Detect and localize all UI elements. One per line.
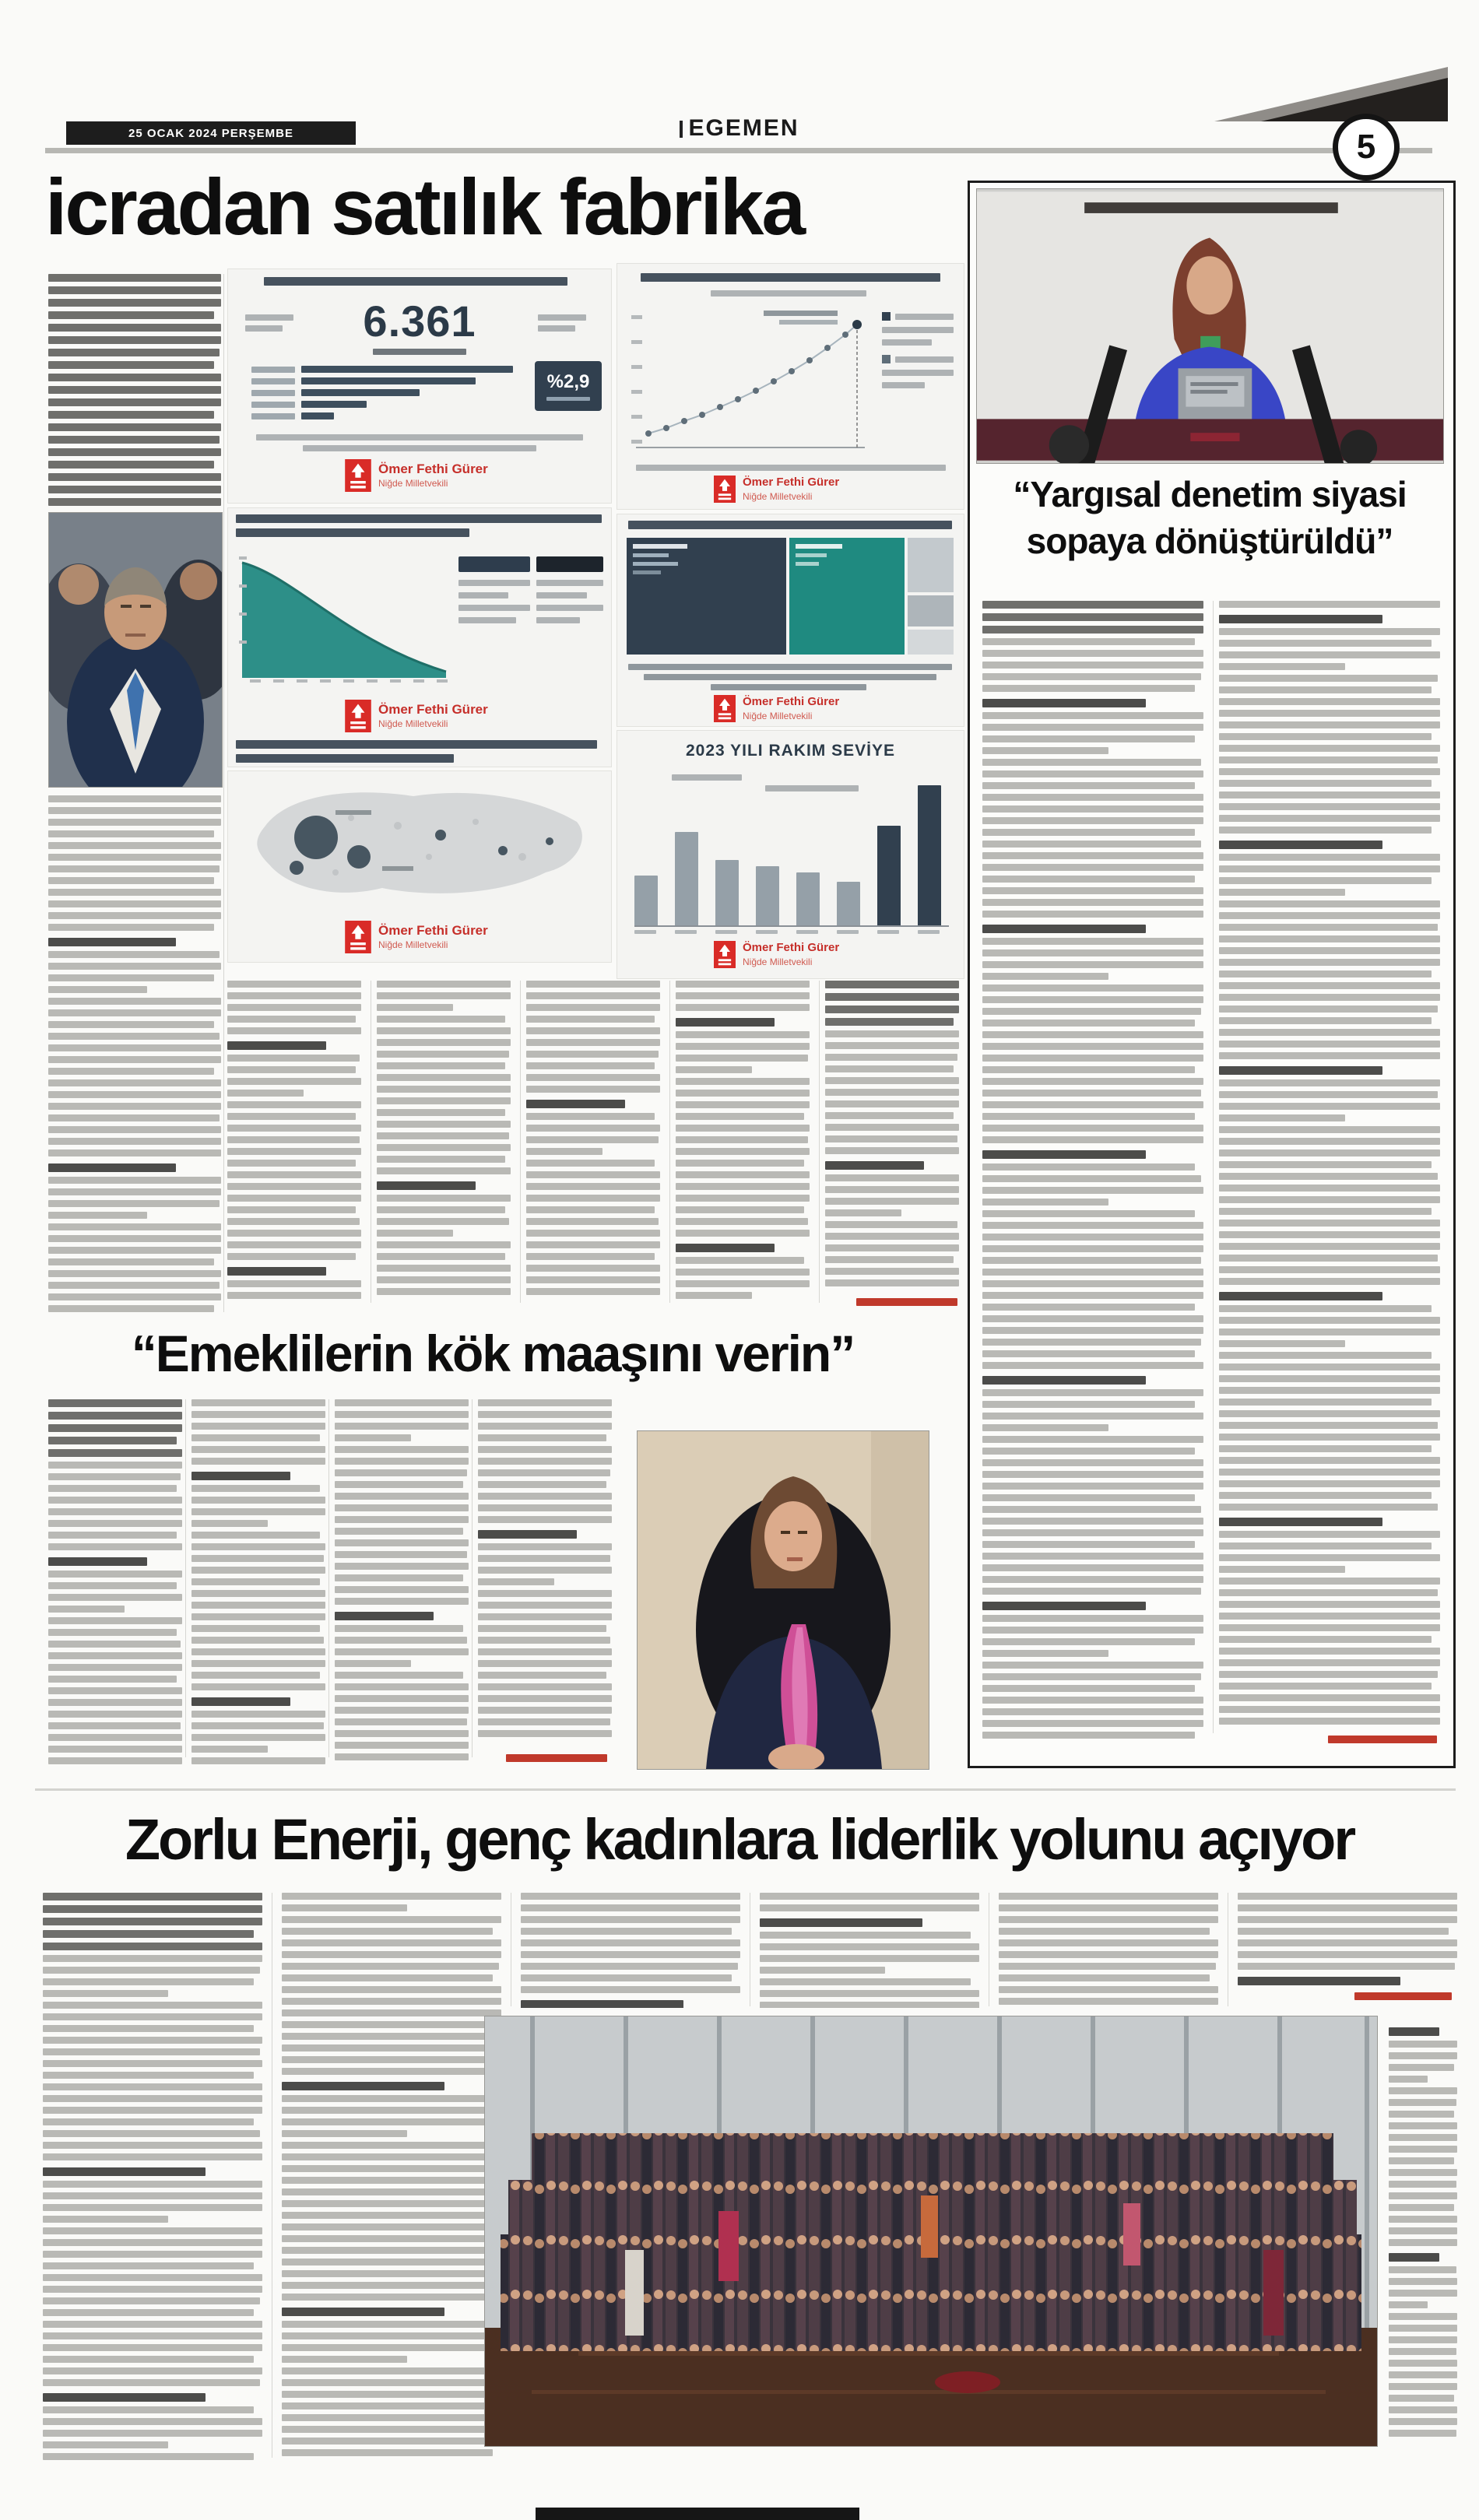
corner-wedge [1214, 67, 1448, 121]
masthead-title: EGEMEN [688, 115, 799, 141]
caption-bar [628, 664, 952, 670]
stat-sublabel [373, 349, 466, 355]
caption-bar [636, 465, 946, 471]
column-rule [819, 981, 820, 1303]
treemap [627, 538, 954, 655]
column-rule [1213, 601, 1214, 1733]
author-signature [1354, 1992, 1452, 2000]
date-text: 25 OCAK 2024 PERŞEMBE [128, 126, 293, 140]
headline-zorlu: Zorlu Enerji, genç kadınlara liderlik yolunu açıyor [125, 1807, 1354, 1872]
body-text-column [1389, 2020, 1457, 2441]
credit-title: Niğde Milletvekili [378, 939, 448, 951]
caption-bar [256, 434, 583, 440]
body-text-column [760, 1893, 979, 2008]
body-text-column [227, 981, 361, 1307]
body-text-column [191, 1399, 325, 1765]
body-text-column [48, 1399, 182, 1765]
body-text-column [825, 981, 959, 1292]
body-text-column [48, 274, 221, 506]
stat-label [538, 325, 575, 332]
bar-chart [634, 777, 949, 927]
body-text-column [43, 1893, 262, 2461]
chart-credit [345, 921, 488, 953]
body-text-column [1219, 601, 1440, 1728]
credit-title: Niğde Milletvekili [743, 956, 813, 967]
section-divider [35, 1788, 1456, 1791]
body-text-column [982, 601, 1203, 1739]
photo-woman-desk [637, 1430, 929, 1770]
chp-logo [345, 921, 371, 953]
hbar-chart [251, 366, 524, 424]
masthead [623, 115, 856, 142]
photo-speaker-podium [976, 188, 1444, 464]
column-rule [472, 1399, 473, 1757]
panel-title-bar [264, 277, 567, 286]
author-signature [506, 1754, 607, 1762]
stat-label [245, 314, 293, 321]
body-text-column [999, 1893, 1218, 2008]
body-text-column [526, 981, 660, 1307]
infographic-panel-area [227, 507, 612, 767]
chart-credit [345, 700, 488, 732]
infographic-panel-scatter [617, 263, 964, 510]
percent-value: %2,9 [546, 371, 590, 392]
headline-yargisal [979, 472, 1440, 565]
percent-badge [535, 361, 602, 411]
credit-name: Ömer Fethi Gürer [743, 476, 840, 490]
caption-title-bar [236, 754, 454, 763]
panel-title-bar [641, 273, 940, 282]
headline-emekli: “Emeklilerin kök maaşını verin” [131, 1325, 855, 1382]
chart-credit [345, 459, 488, 492]
mini-table [536, 556, 603, 623]
panel-bars-title: 2023 YILI RAKIM SEVİYE [685, 742, 896, 760]
credit-name: Ömer Fethi Gürer [743, 941, 840, 955]
caption-bar [303, 445, 536, 451]
chp-logo [345, 700, 371, 732]
headline-yargisal-line2: sopaya dönüştürüldü” [1026, 520, 1393, 561]
caption-bar [711, 684, 866, 690]
column-rule [328, 1399, 329, 1757]
headline-fabrika: icradan satılık fabrika [45, 163, 804, 251]
masthead-tick [680, 121, 683, 138]
scatter-chart [631, 301, 873, 457]
panel-title-bar [236, 528, 469, 537]
body-text-column [1238, 1893, 1457, 1992]
credit-title: Niğde Milletvekili [378, 478, 448, 490]
stat-label [538, 314, 586, 321]
body-text-column [377, 981, 511, 1307]
big-number: 6.361 [363, 297, 476, 346]
column-rule [520, 981, 521, 1303]
body-text-column [478, 1399, 612, 1750]
column-rule [669, 981, 670, 1303]
photo-group-event [484, 2016, 1378, 2447]
body-text-column [282, 1893, 501, 2461]
legend-bar [711, 290, 866, 297]
body-text-column [335, 1399, 469, 1765]
credit-name: Ömer Fethi Gürer [378, 922, 488, 938]
photo-mp-parliament [48, 512, 223, 788]
infographic-panel-total [227, 268, 612, 504]
bar-tick-labels [634, 930, 949, 934]
infographic-panel-map [227, 770, 612, 963]
chp-logo [714, 941, 736, 968]
author-signature [1328, 1736, 1437, 1743]
bottom-crop-bar [536, 2508, 859, 2520]
body-text-column [48, 795, 221, 1312]
date-bar [66, 121, 356, 145]
column-rule [223, 274, 224, 1312]
credit-title: Niğde Milletvekili [378, 718, 448, 730]
credit-name: Ömer Fethi Gürer [743, 695, 840, 709]
caption-bar [644, 674, 936, 680]
column-rule [185, 1399, 186, 1757]
scatter-legend-box [882, 312, 954, 388]
panel-title-bar [628, 521, 952, 529]
credit-title: Niğde Milletvekili [743, 490, 813, 502]
chart-credit [714, 476, 839, 503]
credit-name: Ömer Fethi Gürer [378, 461, 488, 476]
chart-credit [714, 695, 839, 722]
chp-logo [714, 476, 736, 503]
map-chart [242, 779, 596, 913]
header-rule [45, 148, 1432, 153]
mini-table [458, 556, 530, 623]
body-text-column [676, 981, 810, 1307]
author-signature [856, 1298, 957, 1306]
headline-yargisal-line1: “Yargısal denetim siyasi [1013, 474, 1407, 514]
chart-credit [714, 941, 839, 968]
caption-title-bar [236, 740, 597, 749]
credit-name: Ömer Fethi Gürer [378, 701, 488, 717]
panel-title-bar [236, 514, 602, 523]
page-number [1333, 114, 1400, 181]
body-text-column [521, 1893, 740, 2008]
area-chart [239, 549, 451, 683]
chp-logo [345, 459, 371, 492]
page-number-text: 5 [1356, 128, 1376, 166]
chp-logo [714, 695, 736, 722]
infographic-panel-bars [617, 730, 964, 979]
stat-label [245, 325, 283, 332]
infographic-panel-treemap [617, 514, 964, 727]
credit-title: Niğde Milletvekili [743, 710, 813, 721]
